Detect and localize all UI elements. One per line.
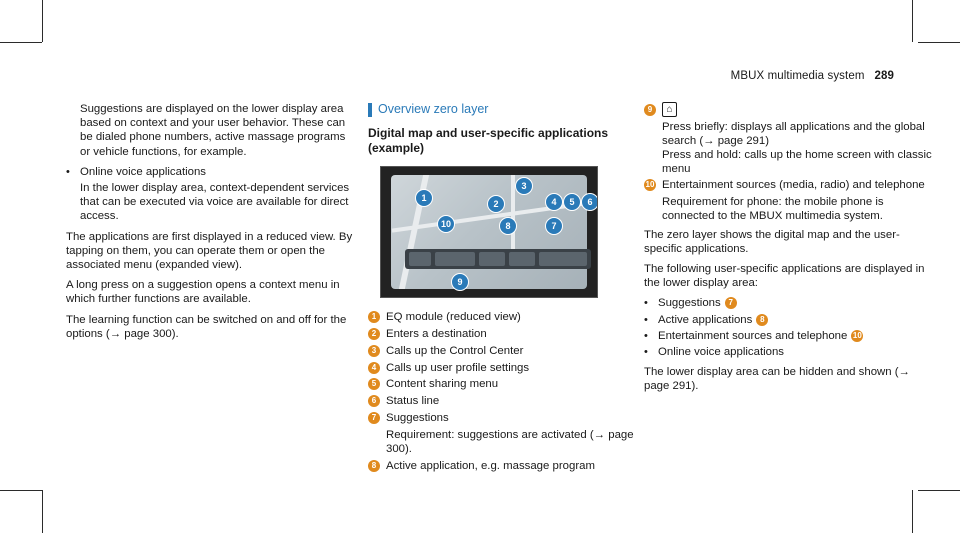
callout-2: 2 xyxy=(487,195,505,213)
header-title: MBUX multimedia system xyxy=(730,70,865,82)
paragraph: The learning function can be switched on and off for the options (→ page 300). xyxy=(66,313,347,340)
legend-item-10 xyxy=(644,178,934,192)
paragraph: The zero layer shows the digital map and the user-specific applications. xyxy=(644,228,900,255)
item-9-text-b: Press and hold: calls up the home screen with classic menu xyxy=(662,149,932,176)
legend-item-5 xyxy=(368,377,638,391)
callout-9: 9 xyxy=(451,273,469,291)
callout-6: 6 xyxy=(581,193,598,211)
legend-text: Status line xyxy=(386,395,440,408)
crop-mark xyxy=(912,490,913,533)
legend-text: Calls up the Control Center xyxy=(386,344,524,357)
legend-text: Suggestions xyxy=(386,411,449,424)
legend-text: Calls up user profile settings xyxy=(386,361,530,374)
badge-5: 5 xyxy=(368,378,380,390)
application-dock xyxy=(405,249,591,269)
legend-item-3 xyxy=(368,344,638,358)
legend-item-7-requirement: Requirement: suggestions are activated (→ page 300). xyxy=(386,428,634,455)
paragraph: The following user-specific applications are displayed in the lower display area: xyxy=(644,263,925,290)
legend-text: EQ module (reduced view) xyxy=(386,311,521,324)
legend-text: Active application, e.g. massage program xyxy=(386,459,595,472)
legend-item-2 xyxy=(368,327,638,341)
badge-10: 10 xyxy=(645,180,655,190)
dock-tile xyxy=(409,252,431,266)
crop-mark xyxy=(0,490,42,491)
callout-10: 10 xyxy=(437,215,455,233)
bullet-active-apps xyxy=(644,313,934,327)
bullet-online-voice-text: In the lower display area, context-dependent services that can be executed via voice are available for direct access. xyxy=(80,182,350,223)
crop-mark xyxy=(918,490,960,491)
dock-tile xyxy=(435,252,475,266)
item-10-requirement: Requirement for phone: the mobile phone is connected to the MBUX multimedia system. xyxy=(662,196,884,223)
intro-paragraph: Suggestions are displayed on the lower display area based on context and your user behavior. These can be dialed phone numbers, active massage programs or vehicle functions, for example. xyxy=(80,103,346,158)
paragraph: The applications are first displayed in a reduced view. By tapping on them, you can operate them or open the associated menu (expanded view). xyxy=(66,230,353,272)
zero-layer-illustration xyxy=(380,166,598,298)
crop-mark xyxy=(918,42,960,43)
paragraph: The lower display area can be hidden and shown (→ page 291). xyxy=(644,366,910,393)
legend-item-8 xyxy=(368,459,638,473)
callout-8: 8 xyxy=(499,217,517,235)
bullet-suggestions xyxy=(644,296,934,310)
home-icon: ⌂ xyxy=(662,102,677,117)
badge-10: 10 xyxy=(852,330,862,340)
legend-item-6 xyxy=(368,394,638,408)
badge-4: 4 xyxy=(368,362,380,374)
callout-1: 1 xyxy=(415,189,433,207)
callout-7: 7 xyxy=(545,217,563,235)
bullet-text: Suggestions xyxy=(658,297,721,310)
badge-9: 9 xyxy=(644,104,656,116)
column-left xyxy=(66,102,356,347)
callout-4: 4 xyxy=(545,193,563,211)
crop-mark xyxy=(42,490,43,533)
bullet-online-voice: • Online voice applications xyxy=(66,165,356,179)
dock-tile xyxy=(479,252,505,266)
badge-7: 7 xyxy=(725,297,737,309)
legend-item-9 xyxy=(644,102,934,117)
crop-mark xyxy=(42,0,43,42)
column-middle xyxy=(368,102,638,476)
callout-5: 5 xyxy=(563,193,581,211)
bullet-text: Entertainment sources and telephone xyxy=(658,329,848,342)
legend-text: Enters a destination xyxy=(386,328,487,340)
legend-item-7 xyxy=(368,411,638,425)
section-title: Overview zero layer xyxy=(368,102,638,116)
legend-item-1 xyxy=(368,310,638,324)
paragraph: A long press on a suggestion opens a context menu in which further functions are available. xyxy=(66,279,340,306)
badge-7: 7 xyxy=(368,412,380,424)
legend-item-4 xyxy=(368,361,638,375)
badge-1: 1 xyxy=(368,311,380,323)
page-number: 289 xyxy=(874,70,894,82)
badge-6: 6 xyxy=(368,395,380,407)
dock-tile xyxy=(509,252,535,266)
badge-8: 8 xyxy=(368,460,380,472)
badge-8: 8 xyxy=(756,314,768,326)
crop-mark xyxy=(912,0,913,42)
page-header xyxy=(731,70,894,82)
subtitle: Digital map and user-specific applications (example) xyxy=(368,126,609,156)
bullet-entertainment xyxy=(644,329,934,343)
badge-2: 2 xyxy=(368,328,380,340)
legend-text: Entertainment sources (media, radio) and telephone xyxy=(662,179,925,192)
item-9-text-a: Press briefly: displays all applications and the global search (→ page 291) xyxy=(662,120,925,147)
dock-tile xyxy=(539,252,587,266)
bullet-text: Online voice applications xyxy=(658,346,785,359)
crop-mark xyxy=(0,42,42,43)
badge-3: 3 xyxy=(368,345,380,357)
bullet-online-voice xyxy=(644,345,934,359)
callout-3: 3 xyxy=(515,177,533,195)
bullet-text: Active applications xyxy=(658,313,753,326)
column-right xyxy=(644,102,934,400)
legend-text: Content sharing menu xyxy=(386,378,499,391)
